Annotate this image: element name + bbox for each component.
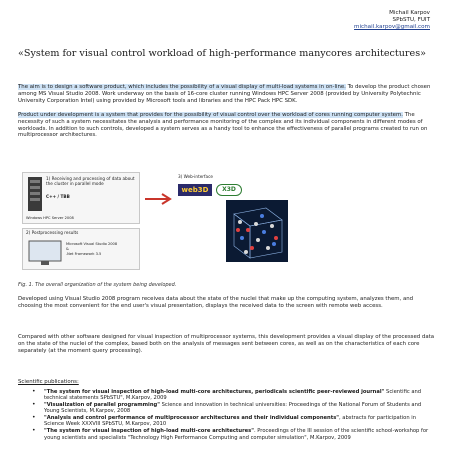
intro-highlight-1: The aim is to design a software product, which includes the possibility of a visual display of multi-load systems in on-line.: [18, 84, 346, 90]
publication-details: . Proceedings of the III session of the scientific school-workshop for young scientists and specialists "Technology High Performance Computing and computer simulation", M.Karpov, 2009: [44, 428, 429, 441]
block2-tech-1: Microsoft Visual Studio 2008: [66, 242, 118, 246]
author-email-link[interactable]: michail.karpov@gmail.com: [354, 24, 430, 30]
publication-item: [44, 428, 436, 441]
block2-tech-3: .Net Framework 3.5: [66, 252, 102, 256]
monitor-icon: [28, 240, 62, 266]
publications-list: [44, 389, 436, 441]
publication-item: [44, 415, 436, 428]
publication-item: [44, 389, 436, 402]
publication-item: [44, 402, 436, 415]
arrow-right-icon: [144, 192, 174, 206]
author-org: SPbSTU, FUIT: [392, 17, 430, 23]
intro-highlight-2: Product under development is a system that provides for the possibility of visual control over the workload of cores running computer system.: [18, 112, 403, 118]
publication-details: Scientific and technical statements SPbSTU", M.Karpov, 2009: [44, 389, 422, 402]
intro-paragraph-2: [18, 112, 438, 139]
intro-paragraph-1: [18, 84, 438, 104]
block2-tech-2: &: [66, 247, 69, 251]
block2-title: 2) Postprocessing results: [26, 230, 79, 235]
publication-title: "The system for visual inspection of high-load multi-core architectures, periodicals scientific peer-reviewed journal": [44, 389, 385, 395]
block1-os: Windows HPC Server 2008: [26, 216, 74, 220]
author-name: Michail Karpov: [389, 10, 430, 16]
publication-details: , abstracts for participation in Science Week XXXVIII SPbSTU, M.Karpov, 2010: [44, 415, 416, 428]
x3d-logo: X3D: [216, 184, 242, 196]
block3-title: 3) Web-interface: [178, 174, 213, 179]
publication-title: "The system for visual inspection of high-load multi-core architectures": [44, 428, 254, 435]
system-diagram: [18, 172, 438, 274]
page-title: «System for visual control workload of high-performance manycores architectures»: [18, 48, 426, 59]
publication-title: "Analysis and control performance of multiprocessor architectures and their individual components": [44, 415, 339, 422]
publication-title: "Visualization of parallel programming": [44, 402, 160, 409]
intro-rest-2: The necessity of such a system necessitates the analysis and performance monitoring of the complex and its individual components in different modes of workloads. In addition to such controls, developed a system serves as a handy tool to enhance the effectiveness of parallel programs created to run on multiprocessor architectures.: [18, 112, 428, 139]
body-paragraph-2: Compared with other software designed for visual inspection of multiprocessor systems, this development provides a visual display of the processed data on the state of the nuclei of the complex, based both on the analysis of messages sent between cores, as well as on the characteristics of each core separately (at the moment query processing).: [18, 334, 435, 354]
block1-title: 1) Receiving and processing of data about the cluster in parallel mode: [46, 176, 135, 186]
publications-heading: Scientific publications:: [18, 379, 79, 385]
web3d-logo: web3D: [178, 184, 212, 196]
intro-rest-1: To develop the product chosen among MS Visual Studio 2008. Work underway on the basis of 16-core cluster running Windows HPC Server 2008 (provided by University Polytechnic University Corporation Intel) using provided by Microsoft tools and libraries and the HPC Pack HPC SDK.: [18, 84, 431, 104]
molecule-cube-visualization: [226, 200, 288, 262]
server-rack-icon: [26, 176, 44, 212]
body-paragraph-1: Developed using Visual Studio 2008 program receives data about the state of the nuclei that make up the computing system, analyzes them, and choosing the most convenient for the end user's visual presentation, displays the received data to the screen with remote web access.: [18, 296, 414, 309]
publication-details: Science and innovation in technical universities: Proceedings of the National Forum of Students and Young Scientists, M.Karpov, 2008: [44, 402, 422, 415]
block1-tech: C++ / TBB: [46, 194, 70, 199]
author-header: [354, 10, 430, 31]
figure-caption: Fig. 1. The overall organization of the system being developed.: [18, 282, 177, 288]
